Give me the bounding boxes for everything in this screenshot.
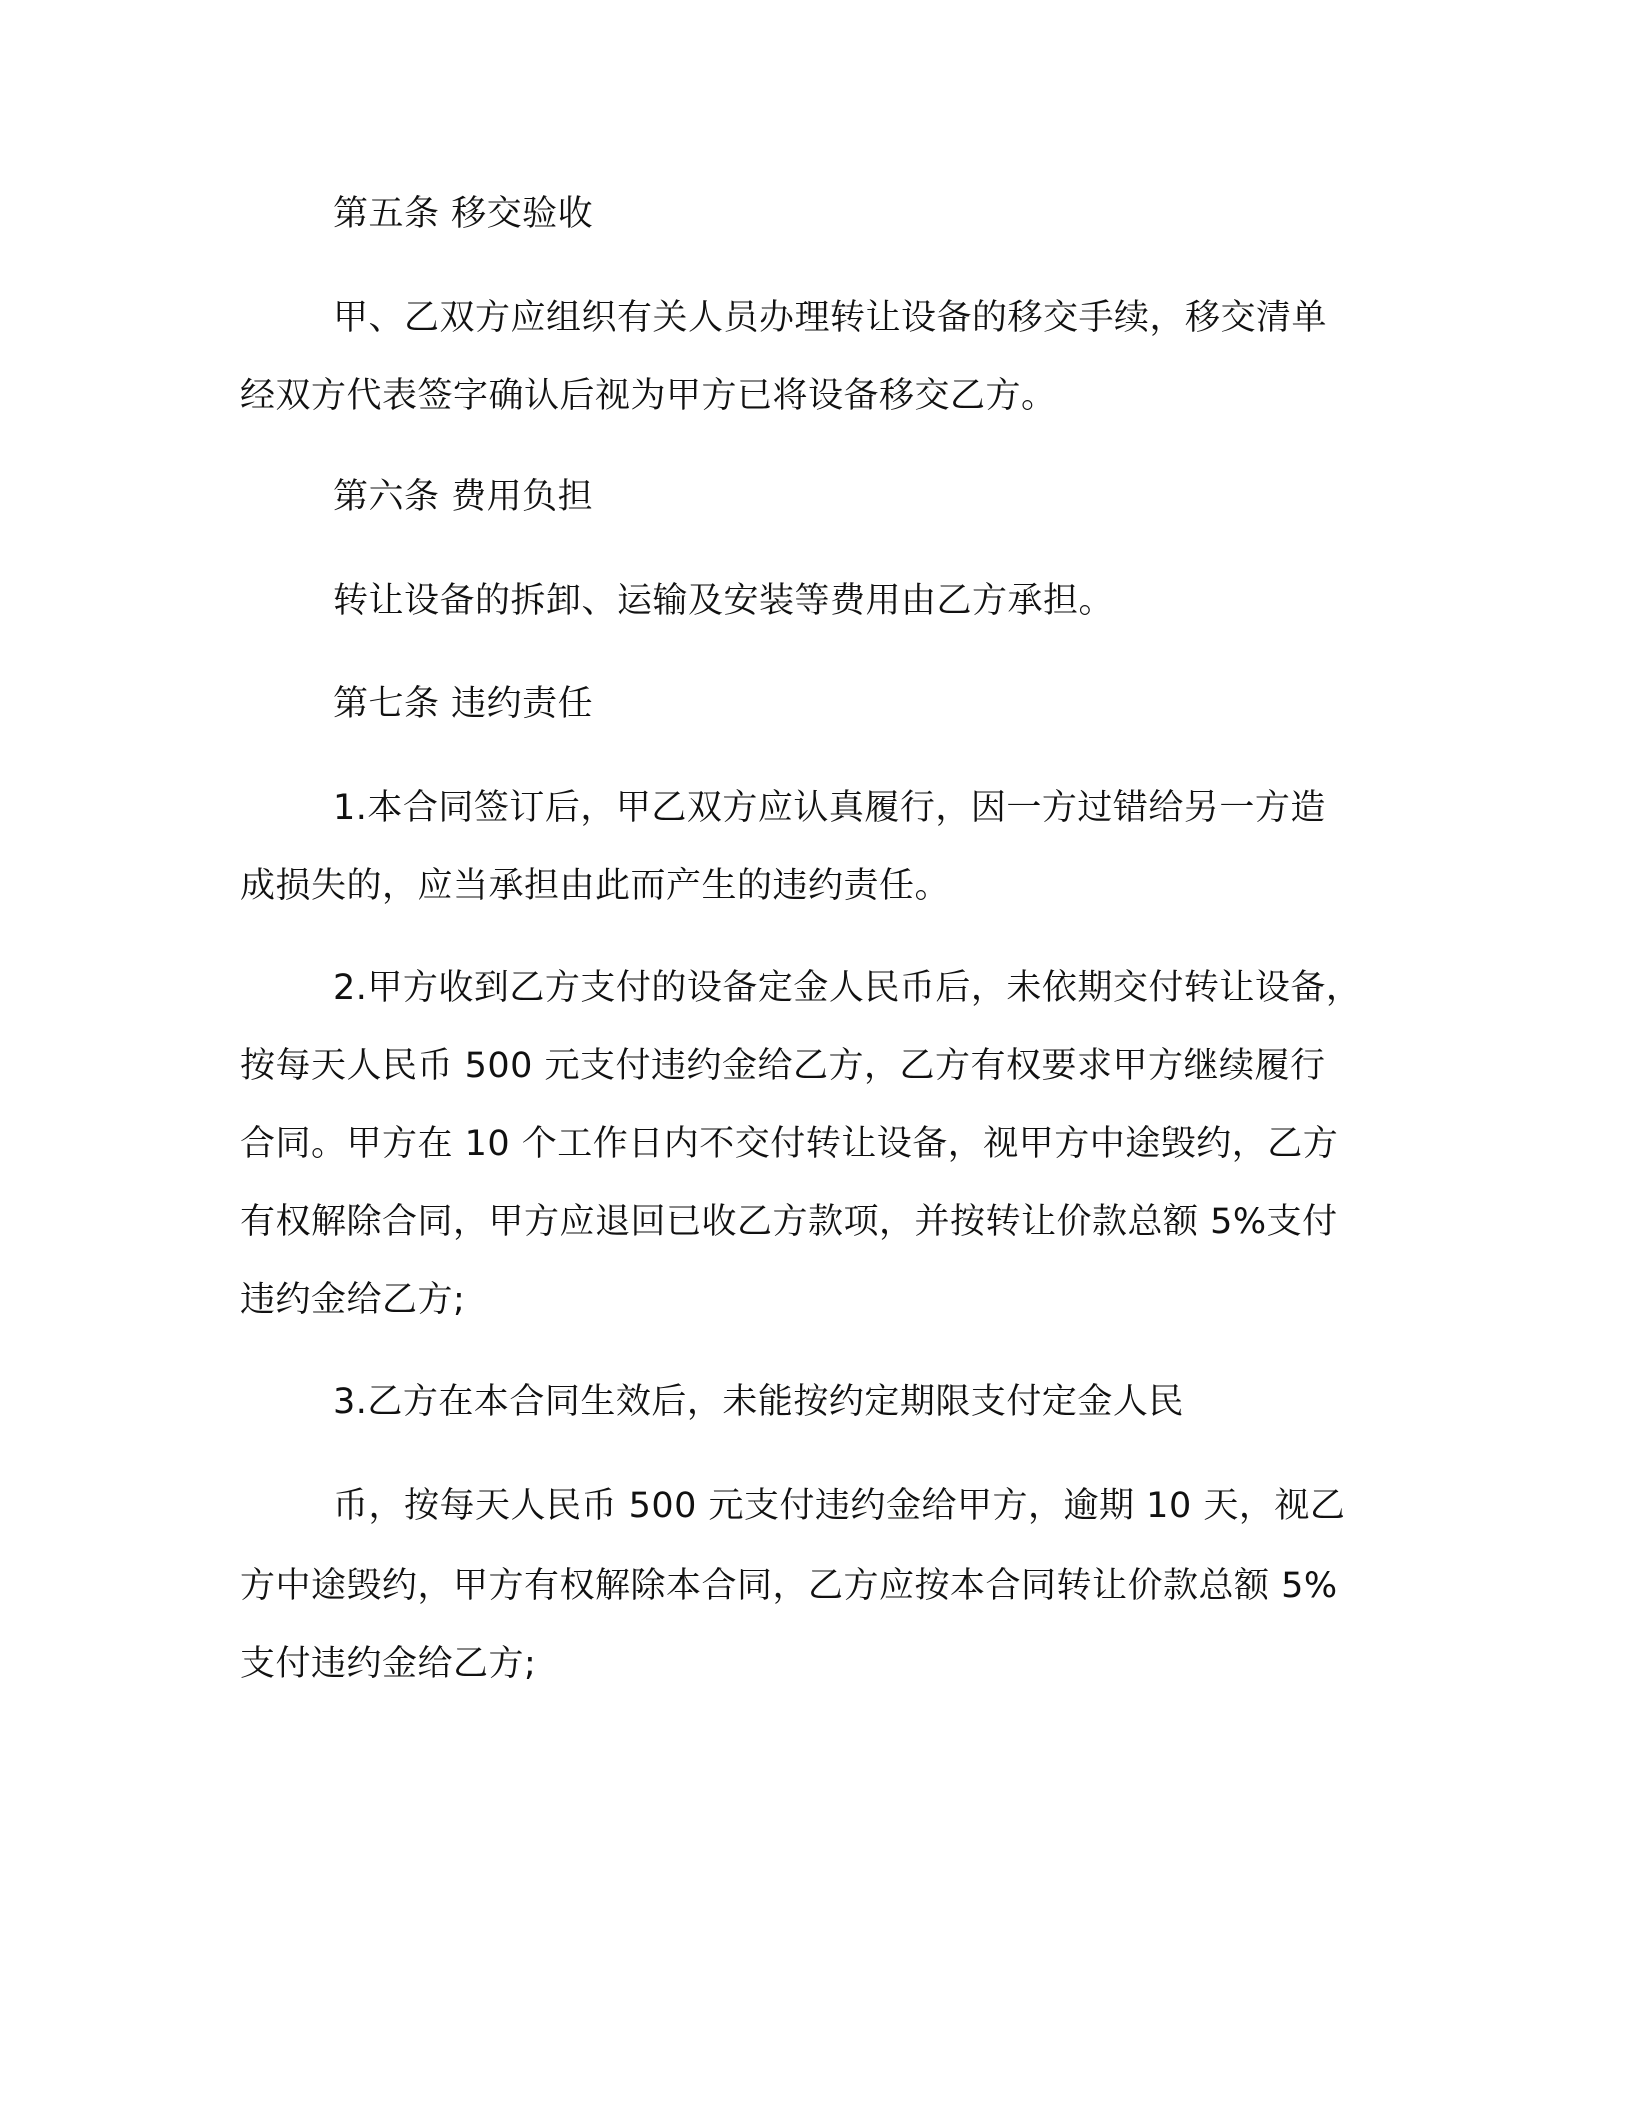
article6-line-1: 转让设备的拆卸、运输及安装等费用由乙方承担。 xyxy=(333,581,1115,621)
article7-item1-line-1: 1.本合同签订后，甲乙双方应认真履行，因一方过错给另一方造 xyxy=(333,788,1326,828)
article5-heading: 第五条 移交验收 xyxy=(333,194,594,234)
article5-line-2: 经双方代表签字确认后视为甲方已将设备移交乙方。 xyxy=(240,376,1057,416)
article5-line-1: 甲、乙双方应组织有关人员办理转让设备的移交手续，移交清单 xyxy=(333,298,1328,338)
article7-item3-line-2: 币，按每天人民币 500 元支付违约金给甲方，逾期 10 天，视乙 xyxy=(333,1486,1346,1526)
article7-item2-line-5: 违约金给乙方; xyxy=(240,1280,466,1320)
article7-item3-line-4: 支付违约金给乙方; xyxy=(240,1644,537,1684)
article7-item1-line-2: 成损失的，应当承担由此而产生的违约责任。 xyxy=(240,866,951,906)
article6-heading: 第六条 费用负担 xyxy=(333,477,594,517)
article7-item2-line-1: 2.甲方收到乙方支付的设备定金人民币后，未依期交付转让设备， xyxy=(333,968,1362,1008)
article7-item2-line-2: 按每天人民币 500 元支付违约金给乙方，乙方有权要求甲方继续履行 xyxy=(240,1046,1326,1086)
article7-item3-line-3: 方中途毁约，甲方有权解除本合同，乙方应按本合同转让价款总额 5% xyxy=(240,1566,1338,1606)
article7-item3-line-1: 3.乙方在本合同生效后，未能按约定期限支付定金人民 xyxy=(333,1382,1184,1422)
article7-item2-line-3: 合同。甲方在 10 个工作日内不交付转让设备，视甲方中途毁约，乙方 xyxy=(240,1124,1339,1164)
article7-heading: 第七条 违约责任 xyxy=(333,684,594,724)
article7-item2-line-4: 有权解除合同，甲方应退回已收乙方款项，并按转让价款总额 5%支付 xyxy=(240,1202,1338,1242)
